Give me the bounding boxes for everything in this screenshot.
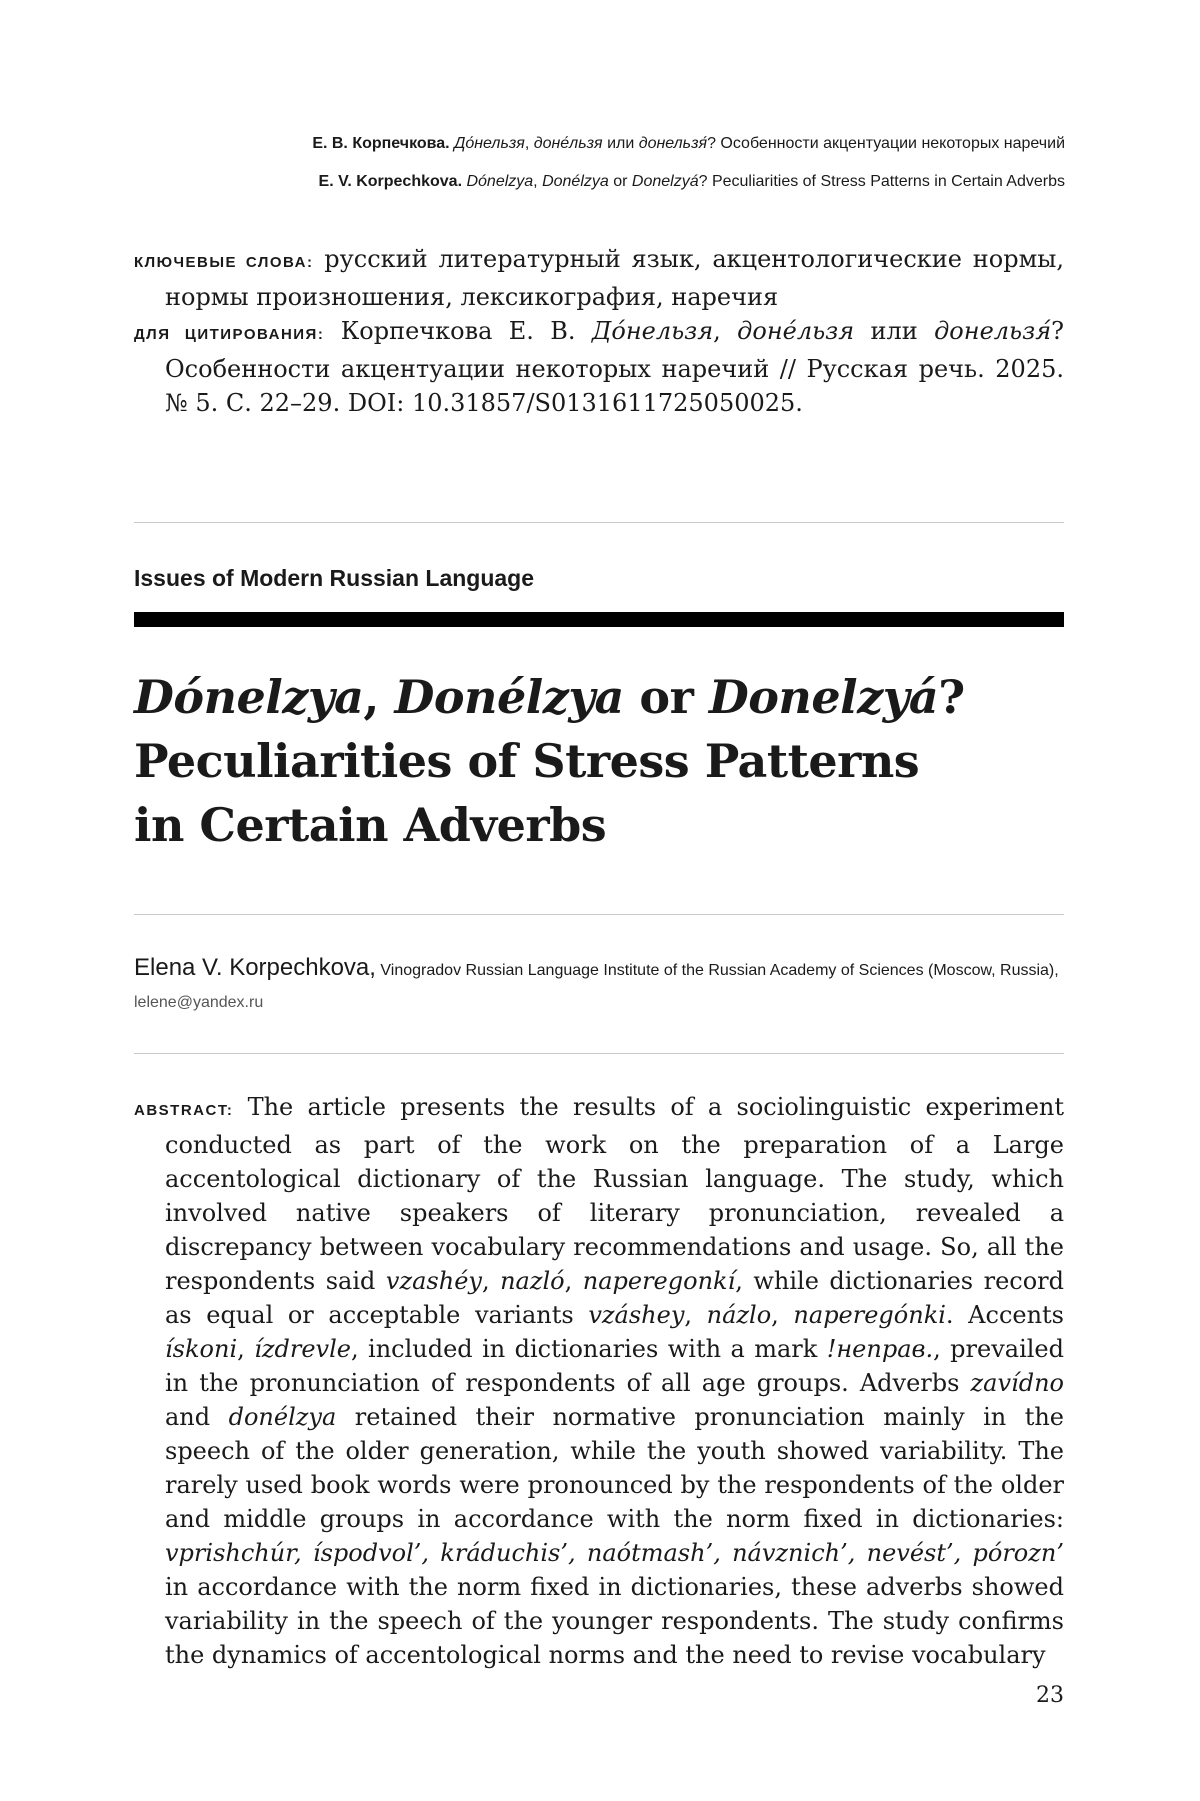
rubric-bar xyxy=(134,612,1064,627)
page-number: 23 xyxy=(1036,1683,1064,1708)
divider-title xyxy=(134,914,1064,915)
title-line-2: Peculiarities of Stress Patterns xyxy=(134,734,920,788)
running-header-en: E. V. Korpechkova. Dónelzya, Donélzya or Donelzyá? Peculiarities of Stress Patterns in Certain Adverbs xyxy=(318,173,1065,190)
author-email-link[interactable]: lelene@yandex.ru xyxy=(134,994,264,1011)
divider-author xyxy=(134,1053,1064,1054)
running-header-ru: Е. В. Корпечкова. До́нельзя, доне́льзя или донельзя́? Особенности акцентуации некоторых наречий xyxy=(312,135,1065,152)
author-block xyxy=(134,952,1064,1019)
article-metadata xyxy=(134,242,1064,420)
abstract-label: ABSTRACT: xyxy=(134,1102,234,1119)
divider-top xyxy=(134,522,1064,523)
running-header xyxy=(312,125,1065,201)
author-name: Elena V. Korpechkova, xyxy=(134,954,376,981)
citation: ДЛЯ ЦИТИРОВАНИЯ: Корпечкова Е. В. До́нельзя, доне́льзя или донельзя́? Особенности акцентуации некоторых наречий // Русская речь. 2025. № 5. С. 22–29. DOI: 10.31857/S0131611725050025. xyxy=(134,317,1064,417)
keywords xyxy=(134,242,1064,314)
abstract xyxy=(134,1090,1064,1672)
title-line-1: Dónelzya, Donélzya or Donelzyá? xyxy=(134,670,965,724)
header-author-en: E. V. Korpechkova. xyxy=(318,173,463,190)
header-author-ru: Е. В. Корпечкова. xyxy=(312,135,450,152)
title-line-3: in Certain Adverbs xyxy=(134,798,607,852)
author-affiliation: Vinogradov Russian Language Institute of the Russian Academy of Sciences (Moscow, Russia), xyxy=(380,962,1059,979)
keywords-label: КЛЮЧЕВЫЕ СЛОВА: xyxy=(134,254,314,271)
abstract-text: ABSTRACT: The article presents the results of a sociolinguistic experiment conducted as part of the work on the preparation of a Large accentological dictionary of the Russian language. The study, which involved native speakers of literary pronunciation, revealed a discrepancy between vocabulary recommendations and usage. So, all the respondents said vzashéy, nazló, naperegonkí, while dictionaries record as equal or acceptable variants vzáshey, názlo, naperegónki. Accents ískoni, ízdrevle, included in dictionaries with a mark !неправ., prevailed in the pronunciation of respondents of all age groups. Adverbs zavídno and donélzya retained their normative pronunciation mainly in the speech of the older generation, while the youth showed variability. The rarely used book words were pronounced by the respondents of the older and middle groups in accordance with the norm fixed in dictionaries: vprishchúr, íspodvol’, kráduchis’, naótmash’, návznich’, nevést’, pórozn’ in accordance with the norm fixed in dictionaries, these adverbs showed variability in the speech of the younger respondents. The study confirms the dynamics of accentological norms and the need to revise vocabulary xyxy=(134,1093,1064,1669)
citation-label: ДЛЯ ЦИТИРОВАНИЯ: xyxy=(134,326,325,343)
keywords-text: русский литературный язык, акцентологические нормы, нормы произношения, лексикография, наречия xyxy=(165,245,1064,311)
section-rubric: Issues of Modern Russian Language xyxy=(134,565,535,591)
article-title xyxy=(134,665,1064,857)
